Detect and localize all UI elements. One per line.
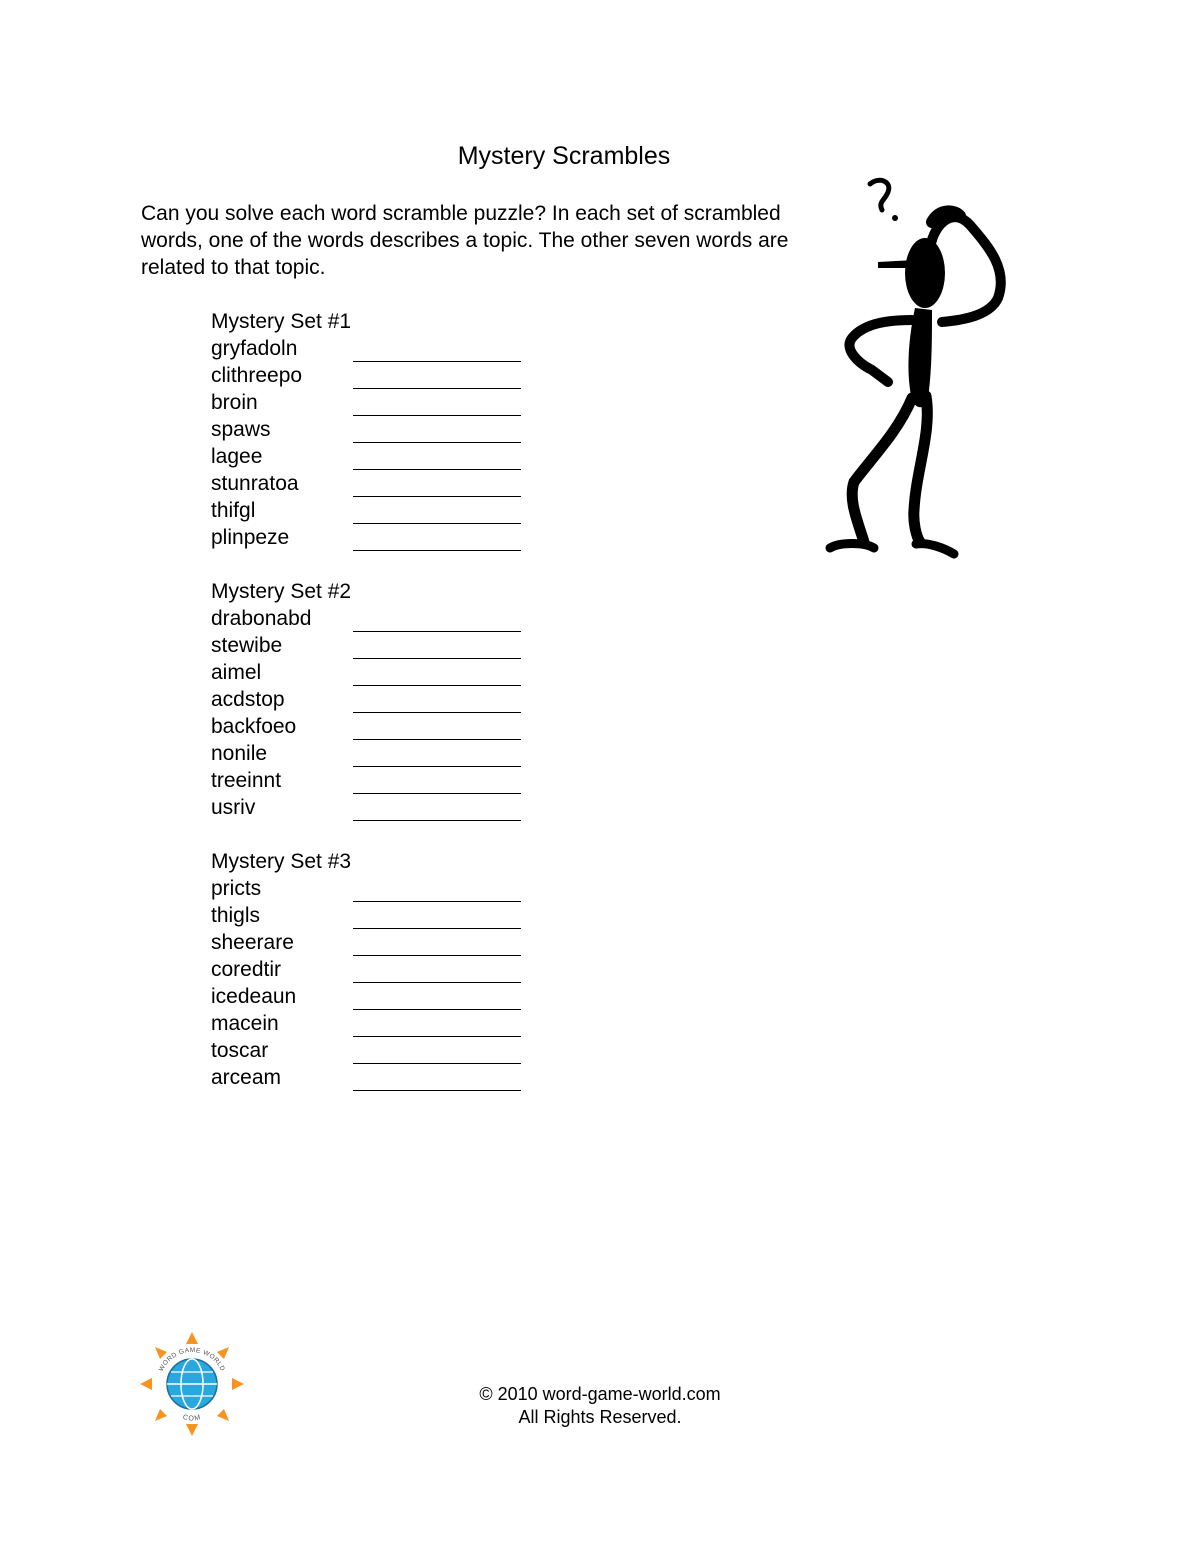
scrambled-word: icedeaun [211, 985, 297, 1008]
answer-blank[interactable] [353, 934, 521, 956]
mystery-set-2 [211, 578, 541, 821]
scrambled-word: sheerare [211, 931, 294, 954]
word-row [211, 767, 541, 794]
answer-blank[interactable] [353, 745, 521, 767]
answer-blank[interactable] [353, 421, 521, 443]
scrambled-word: treeinnt [211, 769, 282, 792]
answer-blank[interactable] [353, 799, 521, 821]
answer-blank[interactable] [353, 718, 521, 740]
svg-text:WORD GAME WORLD: WORD GAME WORLD [157, 1346, 227, 1373]
scrambled-word: backfoeo [211, 715, 297, 738]
copyright-text: © 2010 word-game-world.com [479, 1384, 721, 1404]
word-row [211, 902, 541, 929]
word-row [211, 335, 541, 362]
answer-blank[interactable] [353, 664, 521, 686]
scrambled-word: usriv [211, 796, 256, 819]
word-row [211, 1010, 541, 1037]
scrambled-word: macein [211, 1012, 279, 1035]
set-title: Mystery Set #2 [211, 580, 352, 603]
scrambled-word: clithreepo [211, 364, 303, 387]
answer-blank[interactable] [353, 610, 521, 632]
answer-blank[interactable] [353, 340, 521, 362]
answer-blank[interactable] [353, 988, 521, 1010]
answer-blank[interactable] [353, 691, 521, 713]
scrambled-word: coredtir [211, 958, 282, 981]
scrambled-word: aimel [211, 661, 262, 684]
scrambled-word: acdstop [211, 688, 285, 711]
scrambled-word: nonile [211, 742, 268, 765]
scrambled-word: broin [211, 391, 258, 414]
answer-blank[interactable] [353, 502, 521, 524]
intro-paragraph: Can you solve each word scramble puzzle? In each set of scrambled words, one of the words describes a topic. The other seven words are related to that topic. [141, 202, 789, 279]
answer-blank[interactable] [353, 880, 521, 902]
word-row [211, 659, 541, 686]
word-row [211, 605, 541, 632]
scrambled-word: arceam [211, 1066, 282, 1089]
word-row [211, 497, 541, 524]
mystery-sets [211, 308, 541, 1118]
scrambled-word: stunratoa [211, 472, 299, 495]
word-row [211, 1037, 541, 1064]
answer-blank[interactable] [353, 1015, 521, 1037]
set-title: Mystery Set #3 [211, 850, 352, 873]
answer-blank[interactable] [353, 475, 521, 497]
word-row [211, 470, 541, 497]
scrambled-word: plinpeze [211, 526, 290, 549]
word-game-world-logo-icon [138, 1330, 246, 1438]
svg-text:COM: COM [181, 1414, 203, 1423]
scrambled-word: thigls [211, 904, 261, 927]
answer-blank[interactable] [353, 1042, 521, 1064]
answer-blank[interactable] [353, 394, 521, 416]
mystery-set-3 [211, 848, 541, 1091]
answer-blank[interactable] [353, 1069, 521, 1091]
word-row [211, 1064, 541, 1091]
confused-figure-icon [820, 170, 1020, 565]
word-row [211, 875, 541, 902]
word-row [211, 740, 541, 767]
word-row [211, 416, 541, 443]
page-title: Mystery Scrambles [457, 142, 671, 170]
word-row [211, 632, 541, 659]
scrambled-word: thifgl [211, 499, 256, 522]
answer-blank[interactable] [353, 961, 521, 983]
footer [450, 1383, 750, 1429]
word-row [211, 713, 541, 740]
set-title: Mystery Set #1 [211, 310, 352, 333]
answer-blank[interactable] [353, 907, 521, 929]
scrambled-word: pricts [211, 877, 262, 900]
word-row [211, 362, 541, 389]
word-row [211, 929, 541, 956]
word-row [211, 443, 541, 470]
word-row [211, 686, 541, 713]
answer-blank[interactable] [353, 529, 521, 551]
rights-text: All Rights Reserved. [518, 1407, 682, 1427]
scrambled-word: toscar [211, 1039, 269, 1062]
answer-blank[interactable] [353, 637, 521, 659]
word-row [211, 956, 541, 983]
word-row [211, 524, 541, 551]
word-row [211, 794, 541, 821]
answer-blank[interactable] [353, 367, 521, 389]
scrambled-word: lagee [211, 445, 263, 468]
word-row [211, 983, 541, 1010]
scrambled-word: spaws [211, 418, 271, 441]
word-row [211, 389, 541, 416]
answer-blank[interactable] [353, 772, 521, 794]
mystery-set-1 [211, 308, 541, 551]
scrambled-word: drabonabd [211, 607, 312, 630]
answer-blank[interactable] [353, 448, 521, 470]
scrambled-word: stewibe [211, 634, 283, 657]
scrambled-word: gryfadoln [211, 337, 298, 360]
